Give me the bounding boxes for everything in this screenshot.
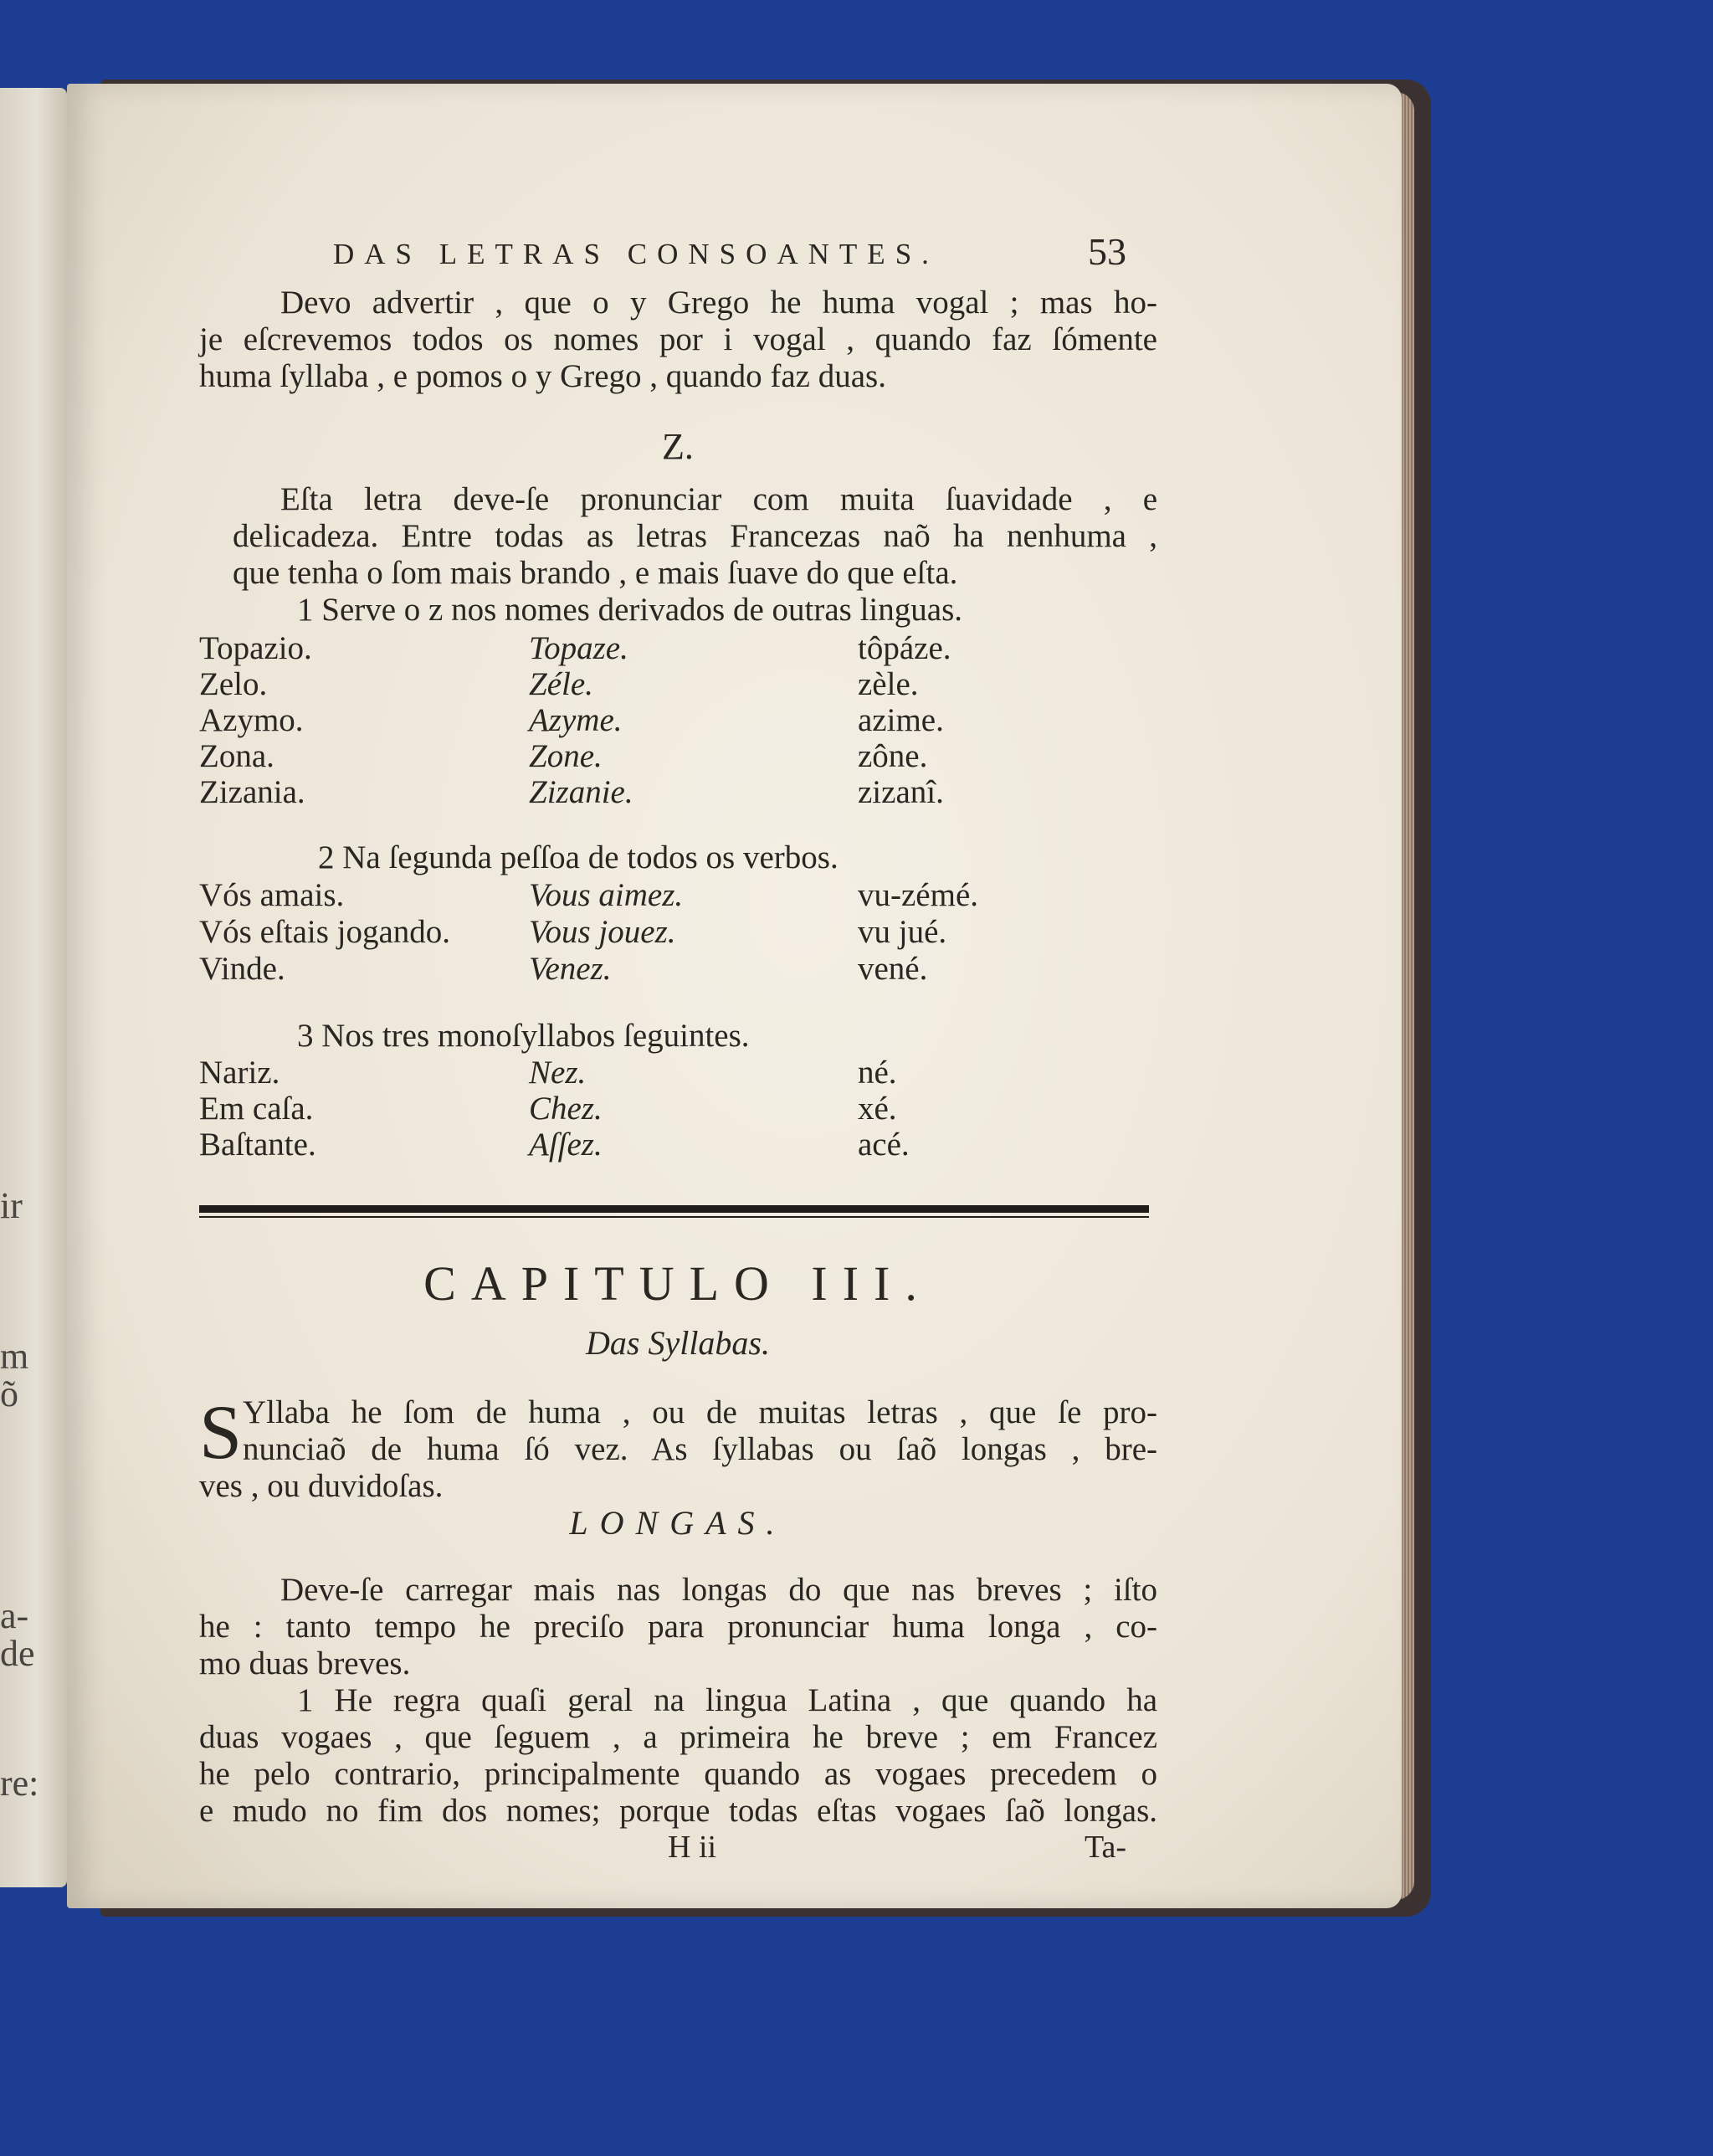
table2-portuguese: Vós eſtais jogando. xyxy=(199,914,451,950)
z-rule-2: 2 Na ſegunda peſſoa de todos os verbos. xyxy=(318,839,839,875)
table2-pronunciation: vené. xyxy=(858,951,928,987)
longas-line: mo duas breves. xyxy=(199,1645,411,1681)
left-fragment: m xyxy=(0,1336,29,1377)
longas-rule-line: he pelo contrario, principalmente quando as vogaes precedem o xyxy=(199,1756,1157,1792)
table1-french: Azyme. xyxy=(529,702,623,738)
longas-rule-line: duas vogaes , que ſeguem , a primeira he breve ; em Francez xyxy=(199,1719,1157,1755)
left-fragment: ir xyxy=(0,1185,23,1226)
table2-portuguese: Vós amais. xyxy=(199,877,345,913)
table2-pronunciation: vu-zémé. xyxy=(858,877,979,913)
table1-french: Zone. xyxy=(529,738,603,774)
table1-french: Topaze. xyxy=(529,630,628,666)
section-heading-z: Z. xyxy=(662,426,694,467)
left-fragment: re: xyxy=(0,1763,39,1804)
page-number: 53 xyxy=(1088,230,1126,273)
left-fragment: a- xyxy=(0,1595,29,1636)
table1-french: Zizanie. xyxy=(529,774,633,810)
table3-portuguese: Em caſa. xyxy=(199,1091,314,1127)
table3-french: Aſſez. xyxy=(529,1127,603,1163)
table2-french: Vous aimez. xyxy=(529,877,684,913)
table2-french: Vous jouez. xyxy=(529,914,676,950)
left-fragment: õ xyxy=(0,1373,18,1414)
longas-heading: LONGAS. xyxy=(569,1504,787,1542)
longas-rule-line: e mudo no fim dos nomes; porque todas eſtas vogaes ſaõ longas. xyxy=(199,1793,1157,1829)
table1-pronunciation: zône. xyxy=(858,738,928,774)
z-paragraph-line: Eſta letra deve-ſe pronunciar com muita ſuavidade , e xyxy=(280,481,1157,517)
table3-pronunciation: xé. xyxy=(858,1091,897,1127)
z-paragraph-line: que tenha o ſom mais brando , e mais ſuave do que eſta. xyxy=(233,555,958,591)
table1-pronunciation: zèle. xyxy=(858,666,919,702)
left-fragment: de xyxy=(0,1633,35,1674)
longas-line: he : tanto tempo he preciſo para pronunciar huma longa , co- xyxy=(199,1609,1157,1645)
table1-pronunciation: azime. xyxy=(858,702,944,738)
opening-line: ves , ou duvidoſas. xyxy=(199,1468,444,1504)
table1-portuguese: Zelo. xyxy=(199,666,268,702)
table1-portuguese: Topazio. xyxy=(199,630,312,666)
opening-line: Yllaba he ſom de huma , ou de muitas letras , que ſe pro- xyxy=(243,1394,1157,1430)
table3-french: Chez. xyxy=(529,1091,603,1127)
table3-french: Nez. xyxy=(529,1055,587,1091)
intro-line: je eſcrevemos todos os nomes por i vogal , quando faz ſómente xyxy=(199,321,1157,357)
longas-line: Deve-ſe carregar mais nas longas do que nas breves ; iſto xyxy=(280,1572,1157,1608)
table1-portuguese: Zona. xyxy=(199,738,274,774)
signature-mark: H ii xyxy=(668,1830,717,1865)
table3-portuguese: Nariz. xyxy=(199,1055,280,1091)
z-rule-1: 1 Serve o z nos nomes derivados de outras linguas. xyxy=(297,592,963,628)
z-paragraph-line: delicadeza. Entre todas as letras Francezas naõ ha nenhuma , xyxy=(233,518,1157,554)
table3-portuguese: Baſtante. xyxy=(199,1127,316,1163)
table3-pronunciation: acé. xyxy=(858,1127,910,1163)
table1-pronunciation: tôpáze. xyxy=(858,630,951,666)
chapter-divider-rule xyxy=(199,1205,1149,1213)
intro-line: Devo advertir , que o y Grego he huma vogal ; mas ho- xyxy=(280,285,1157,321)
intro-line: huma ſyllaba , e pomos o y Grego , quando faz duas. xyxy=(199,358,886,394)
table2-pronunciation: vu jué. xyxy=(858,914,947,950)
catchword: Ta- xyxy=(1085,1830,1127,1865)
table1-french: Zéle. xyxy=(529,666,593,702)
table2-french: Venez. xyxy=(529,951,612,987)
chapter-title: CAPITULO III. xyxy=(423,1256,932,1311)
table3-pronunciation: né. xyxy=(858,1055,897,1091)
running-title: DAS LETRAS CONSOANTES. xyxy=(333,238,939,270)
opening-line: nunciaõ de huma ſó vez. As ſyllabas ou ſaõ longas , bre- xyxy=(243,1431,1157,1467)
longas-rule-line: 1 He regra quaſi geral na lingua Latina , que quando ha xyxy=(297,1682,1157,1718)
chapter-divider-rule xyxy=(199,1216,1149,1218)
table1-portuguese: Azymo. xyxy=(199,702,304,738)
z-rule-3: 3 Nos tres monoſyllabos ſeguintes. xyxy=(297,1018,750,1054)
chapter-subtitle: Das Syllabas. xyxy=(586,1324,770,1362)
table1-portuguese: Zizania. xyxy=(199,774,305,810)
drop-cap: S xyxy=(199,1389,243,1475)
table2-portuguese: Vinde. xyxy=(199,951,285,987)
table1-pronunciation: zizanî. xyxy=(858,774,944,810)
